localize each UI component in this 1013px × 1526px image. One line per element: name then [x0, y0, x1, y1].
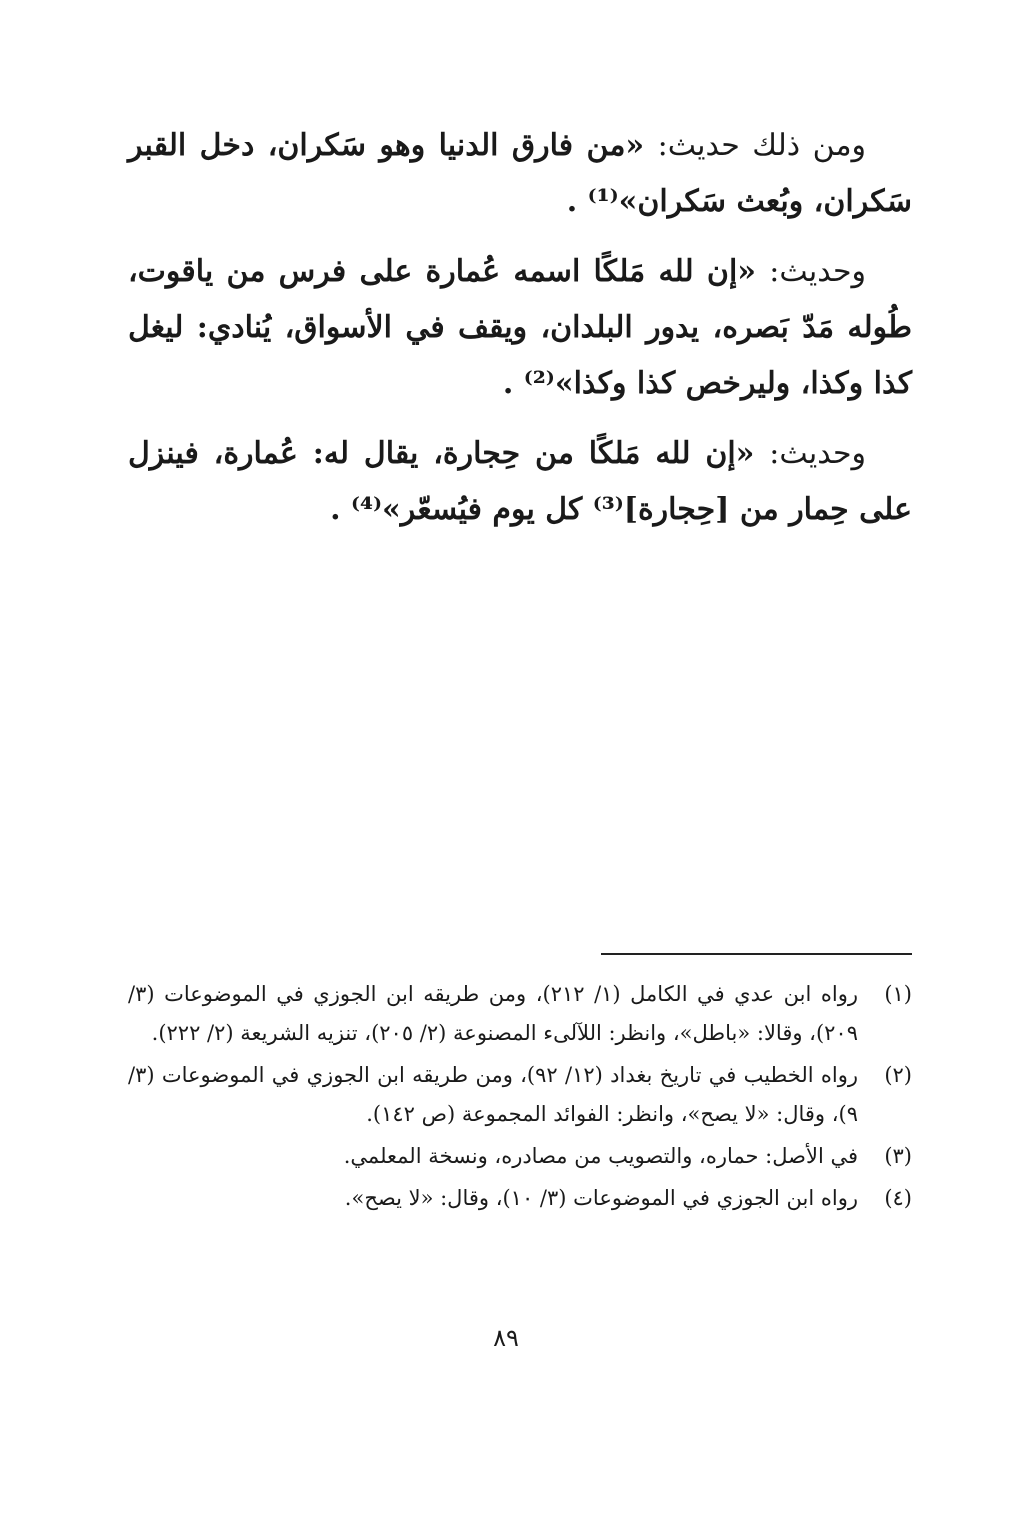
hadith-paragraph [128, 426, 912, 538]
footnote-text: في الأصل: حماره، والتصويب من مصادره، ونسخة المعلمي. [343, 1144, 858, 1168]
page-number: ٨٩ [493, 1324, 519, 1352]
hadith-lead: ومن ذلك حديث: [657, 128, 866, 163]
footnote-text: رواه ابن الجوزي في الموضوعات (٣/ ١٠)، وقال: «لا يصح». [344, 1186, 858, 1210]
footnote-number: (٢) [884, 1063, 912, 1087]
footnotes-section [128, 975, 912, 1221]
hadith-paragraph [128, 244, 912, 412]
footnote [128, 1056, 912, 1134]
footnote-number: (٤) [884, 1186, 912, 1210]
hadith-lead: وحديث: [769, 436, 866, 471]
footnote [128, 1137, 912, 1176]
footnote-number: (١) [884, 982, 912, 1006]
main-text-block [128, 118, 912, 552]
hadith-text: «إن لله مَلكًا اسمه عُمارة على فرس من ياقوت، طُوله مَدّ بَصره، يدور البلدان، ويقف في الأسواق، يُنادي: ليغل كذا وكذا، وليرخص كذا وكذا»⁽²⁾ . [128, 254, 912, 401]
footnote-text: رواه ابن عدي في الكامل (١/ ٢١٢)، ومن طريقه ابن الجوزي في الموضوعات (٣/ ٢٠٩)، وقالا: «باطل»، وانظر: اللآلىء المصنوعة (٢/ ٢٠٥)، تنزيه الشريعة (٢/ ٢٢٢). [128, 982, 858, 1045]
footnote [128, 975, 912, 1053]
hadith-paragraph [128, 118, 912, 230]
footnote [128, 1179, 912, 1218]
footnote-divider [601, 953, 912, 955]
hadith-text: «من فارق الدنيا وهو سَكران، دخل القبر سَكران، وبُعث سَكران»⁽¹⁾ . [128, 128, 912, 219]
footnote-number: (٣) [884, 1144, 912, 1168]
footnote-text: رواه الخطيب في تاريخ بغداد (١٢/ ٩٢)، ومن طريقه ابن الجوزي في الموضوعات (٣/ ٩)، وقال: «لا يصح»، وانظر: الفوائد المجموعة (ص ١٤٢). [128, 1063, 858, 1126]
hadith-lead: وحديث: [769, 254, 866, 289]
hadith-text: «إن لله مَلكًا من حِجارة، يقال له: عُمارة، فينزل على حِمار من [حِجارة]⁽³⁾ كل يوم فيُسعّر»⁽⁴⁾ . [128, 436, 912, 527]
